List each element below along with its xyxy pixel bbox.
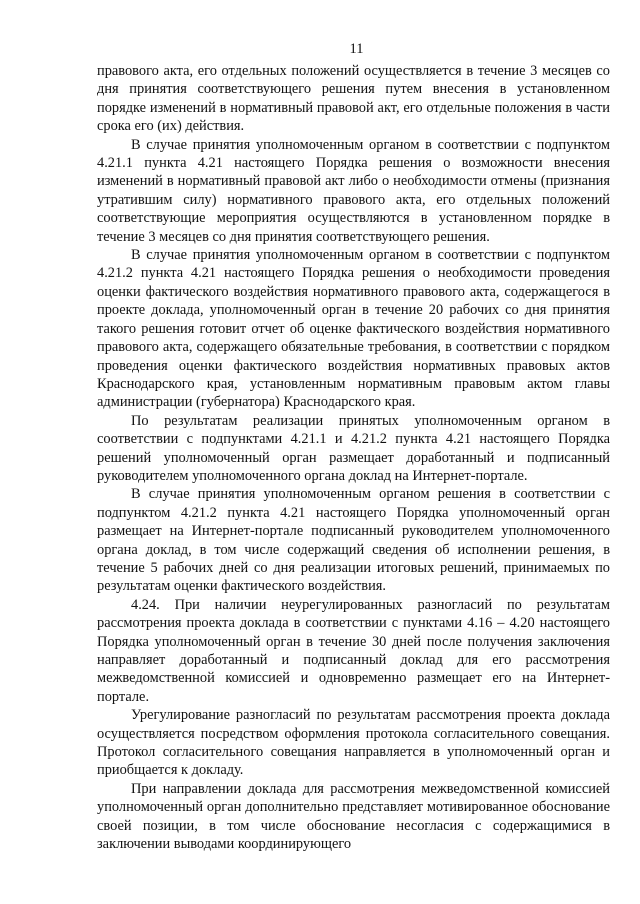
paragraph: В случае принятия уполномоченным органом в соответствии с подпунктом 4.21.2 пункта 4.21 настоящего Порядка решения о необходимости проведения оценки фактического воздействия нормативного правового акта, содержащегося в проекте доклада, уполномоченный орган в течение 20 рабочих со дня принятия такого решения готовит отчет об оценке фактического воздействия нормативного правового акта, содержащего обязательные требования, в соответствии с порядком проведения оценки фактического воздействия нормативных правовых актов Краснодарского края, установленным нормативным правовым актом главы администрации (губернатора) Краснодарского края. xyxy=(97,247,610,411)
paragraph: Урегулирование разногласий по результатам рассмотрения проекта доклада осуществляется посредством оформления протокола согласительного совещания. Протокол согласительного совещания направляется в уполномоченный орган и приобщается к докладу. xyxy=(97,707,610,779)
paragraph: В случае принятия уполномоченным органом решения в соответствии с подпунктом 4.21.2 пункта 4.21 настоящего Порядка уполномоченный орган размещает на Интернет-портале подписанный руководителем уполномоченного органа доклад, в том числе содержащий сведения об исполнении решения, в течение 5 рабочих дней со дня реализации итоговых решений, принимаемых по результатам оценки фактического воздействия. xyxy=(97,486,610,595)
paragraph: В случае принятия уполномоченным органом в соответствии с подпунктом 4.21.1 пункта 4.21 настоящего Порядка решения о возможности внесения изменений в нормативный правовой акт либо о необходимости отмены (признания утратившим силу) нормативного правового акта, его отдельных положений соответствующие мероприятия осуществляются в установленном порядке в течение 3 месяцев со дня принятия соответствующего решения. xyxy=(97,136,610,245)
paragraph-last: При направлении доклада для рассмотрения межведомственной комиссией уполномоченный орган дополнительно представляет мотивированное обоснование своей позиции, в том числе обоснование несогласия с содержащимися в заключении выводами координирующего xyxy=(97,780,610,853)
page-number: 11 xyxy=(349,41,364,57)
document-page xyxy=(97,40,610,853)
paragraph: По результатам реализации принятых уполномоченным органом в соответствии с подпунктами 4.21.1 и 4.21.2 пункта 4.21 настоящего Порядка решений уполномоченный орган размещает доработанный и подписанный руководителем уполномоченного органа доклад на Интернет-портале. xyxy=(97,412,610,484)
paragraph-continuation: правового акта, его отдельных положений осуществляется в течение 3 месяцев со дня принятия соответствующего решения путем внесения в установленном порядке изменений в нормативный правовой акт, его отдельные положения в части срока его (их) действия. xyxy=(97,63,610,135)
paragraph-item-4-24: 4.24. При наличии неурегулированных разногласий по результатам рассмотрения проекта доклада в соответствии с пунктами 4.16 – 4.20 настоящего Порядка уполномоченный орган в течение 30 дней после получения заключения направляет доработанный и подписанный доклад для его рассмотрения межведомственной комиссией и одновременно размещает его на Интернет-портале. xyxy=(97,596,610,705)
